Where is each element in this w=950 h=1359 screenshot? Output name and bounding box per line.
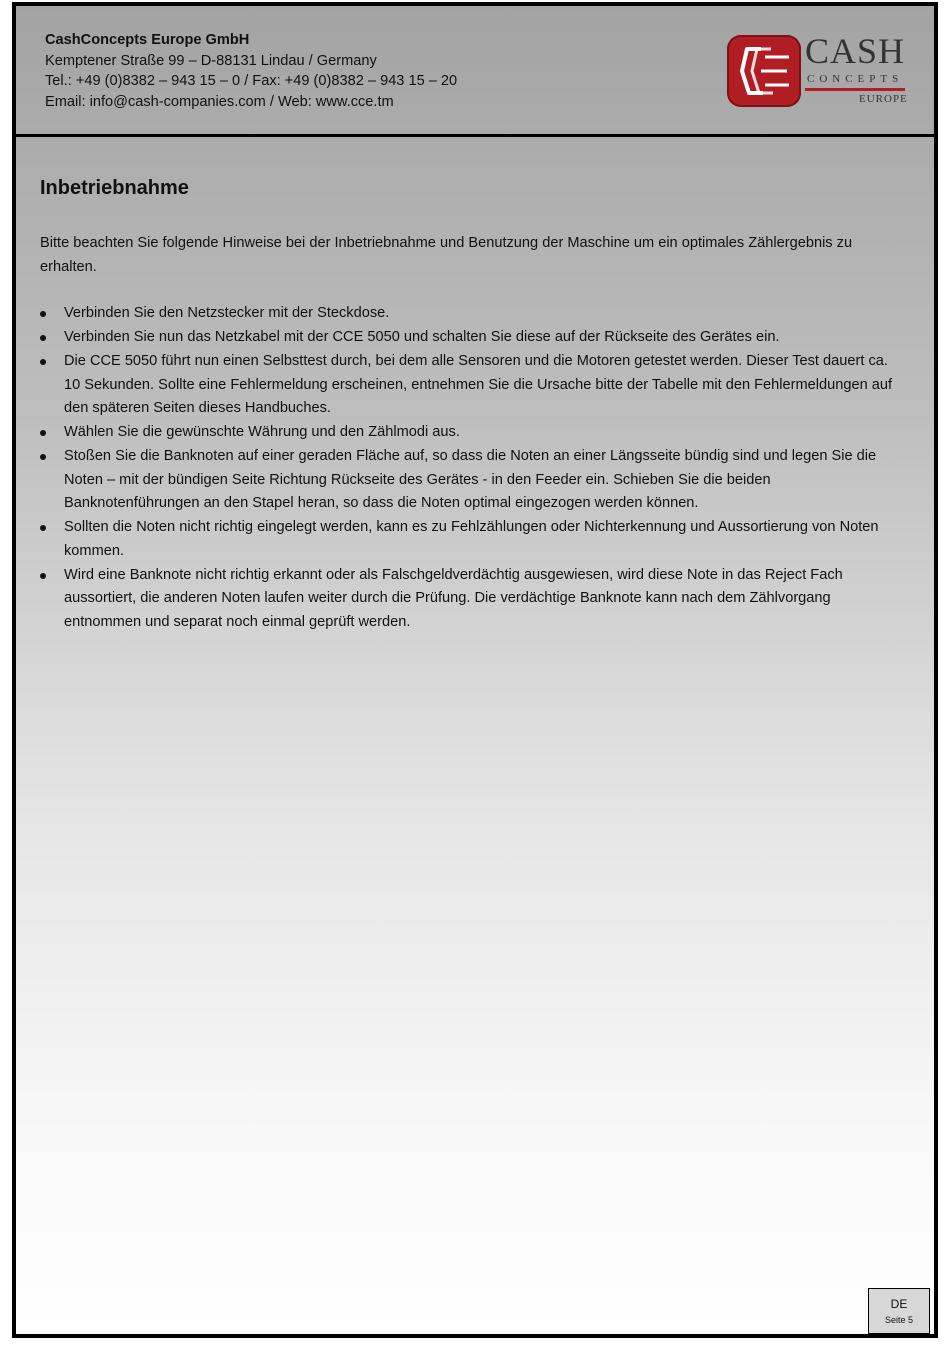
list-item — [40, 350, 902, 421]
phone-fax: Tel.: +49 (0)8382 – 943 15 – 0 / Fax: +49 (0)8382 – 943 15 – 20 — [45, 73, 458, 89]
list-item — [40, 302, 902, 326]
logo-word-cash: CASH — [805, 31, 906, 71]
page-frame — [12, 2, 938, 1338]
page-indicator — [868, 1288, 930, 1334]
logo-word-concepts: CONCEPTS — [807, 73, 904, 85]
language-code: DE — [890, 1297, 908, 1311]
list-item-text: Die CCE 5050 führt nun einen Selbsttest durch, bei dem alle Sensoren und die Motoren getestet werden. Dieser Test dauert ca. 10 Sekunden. Sollte eine Fehlermeldung erscheinen, entnehmen Sie die Ursache bitte der Tabelle mit den Fehlermeldungen auf den späteren Seiten dieses Handbuches. — [64, 353, 893, 416]
bullet-icon — [40, 311, 46, 317]
company-name: CashConcepts Europe GmbH — [45, 32, 250, 48]
list-item — [40, 326, 902, 350]
list-item-text: Wird eine Banknote nicht richtig erkannt oder als Falschgeldverdächtig ausgewiesen, wird diese Note in das Reject Fach aussortiert, die anderen Noten laufen weiter durch die Prüfung. Die verdächtige Banknote kann nach dem Zählvorgang entnommen und separat noch einmal geprüft werden. — [64, 566, 843, 630]
company-address-block — [45, 30, 457, 112]
list-item-text: Verbinden Sie nun das Netzkabel mit der CCE 5050 und schalten Sie diese auf der Rückseite des Gerätes ein. — [64, 329, 780, 345]
page-number: Seite 5 — [884, 1315, 914, 1325]
list-item-text: Verbinden Sie den Netzstecker mit der Steckdose. — [64, 305, 390, 321]
bullet-icon — [40, 335, 46, 341]
cash-concepts-logo — [727, 33, 917, 113]
list-item — [40, 564, 902, 635]
street-address: Kemptener Straße 99 – D-88131 Lindau / Germany — [45, 52, 377, 69]
list-item-text: Wählen Sie die gewünschte Währung und den Zählmodi aus. — [64, 424, 460, 440]
bullet-icon — [40, 454, 46, 460]
list-item — [40, 421, 902, 445]
list-item-text: Stoßen Sie die Banknoten auf einer geraden Fläche auf, so dass die Noten an einer Längsseite bündig sind und legen Sie die Noten – mit der bündigen Seite Richtung Rückseite des Gerätes - in den Feeder ein. Schieben Sie die beiden Banknotenführungen an den Stapel heran, so dass die Noten optimal eingezogen werden können. — [64, 448, 877, 511]
bullet-icon — [40, 430, 46, 436]
logo-divider — [805, 88, 905, 91]
instruction-list — [40, 302, 902, 635]
bullet-icon — [40, 573, 46, 579]
intro-paragraph: Bitte beachten Sie folgende Hinweise bei der Inbetriebnahme und Benutzung der Maschine um ein optimales Zählergebnis zu erhalten. — [40, 235, 853, 275]
bullet-icon — [40, 525, 46, 531]
list-item — [40, 516, 902, 563]
section-title: Inbetriebnahme — [40, 177, 189, 199]
cc-monogram-icon — [727, 35, 801, 107]
list-item — [40, 445, 902, 516]
bullet-icon — [40, 359, 46, 365]
logo-mark-icon — [727, 35, 801, 107]
letterhead — [16, 6, 934, 137]
list-item-text: Sollten die Noten nicht richtig eingelegt werden, kann es zu Fehlzählungen oder Nichterkennung und Aussortierung von Noten kommen. — [64, 519, 879, 559]
email-web: Email: info@cash-companies.com / Web: www.cce.tm — [45, 93, 394, 110]
logo-word-europe: EUROPE — [859, 93, 908, 105]
